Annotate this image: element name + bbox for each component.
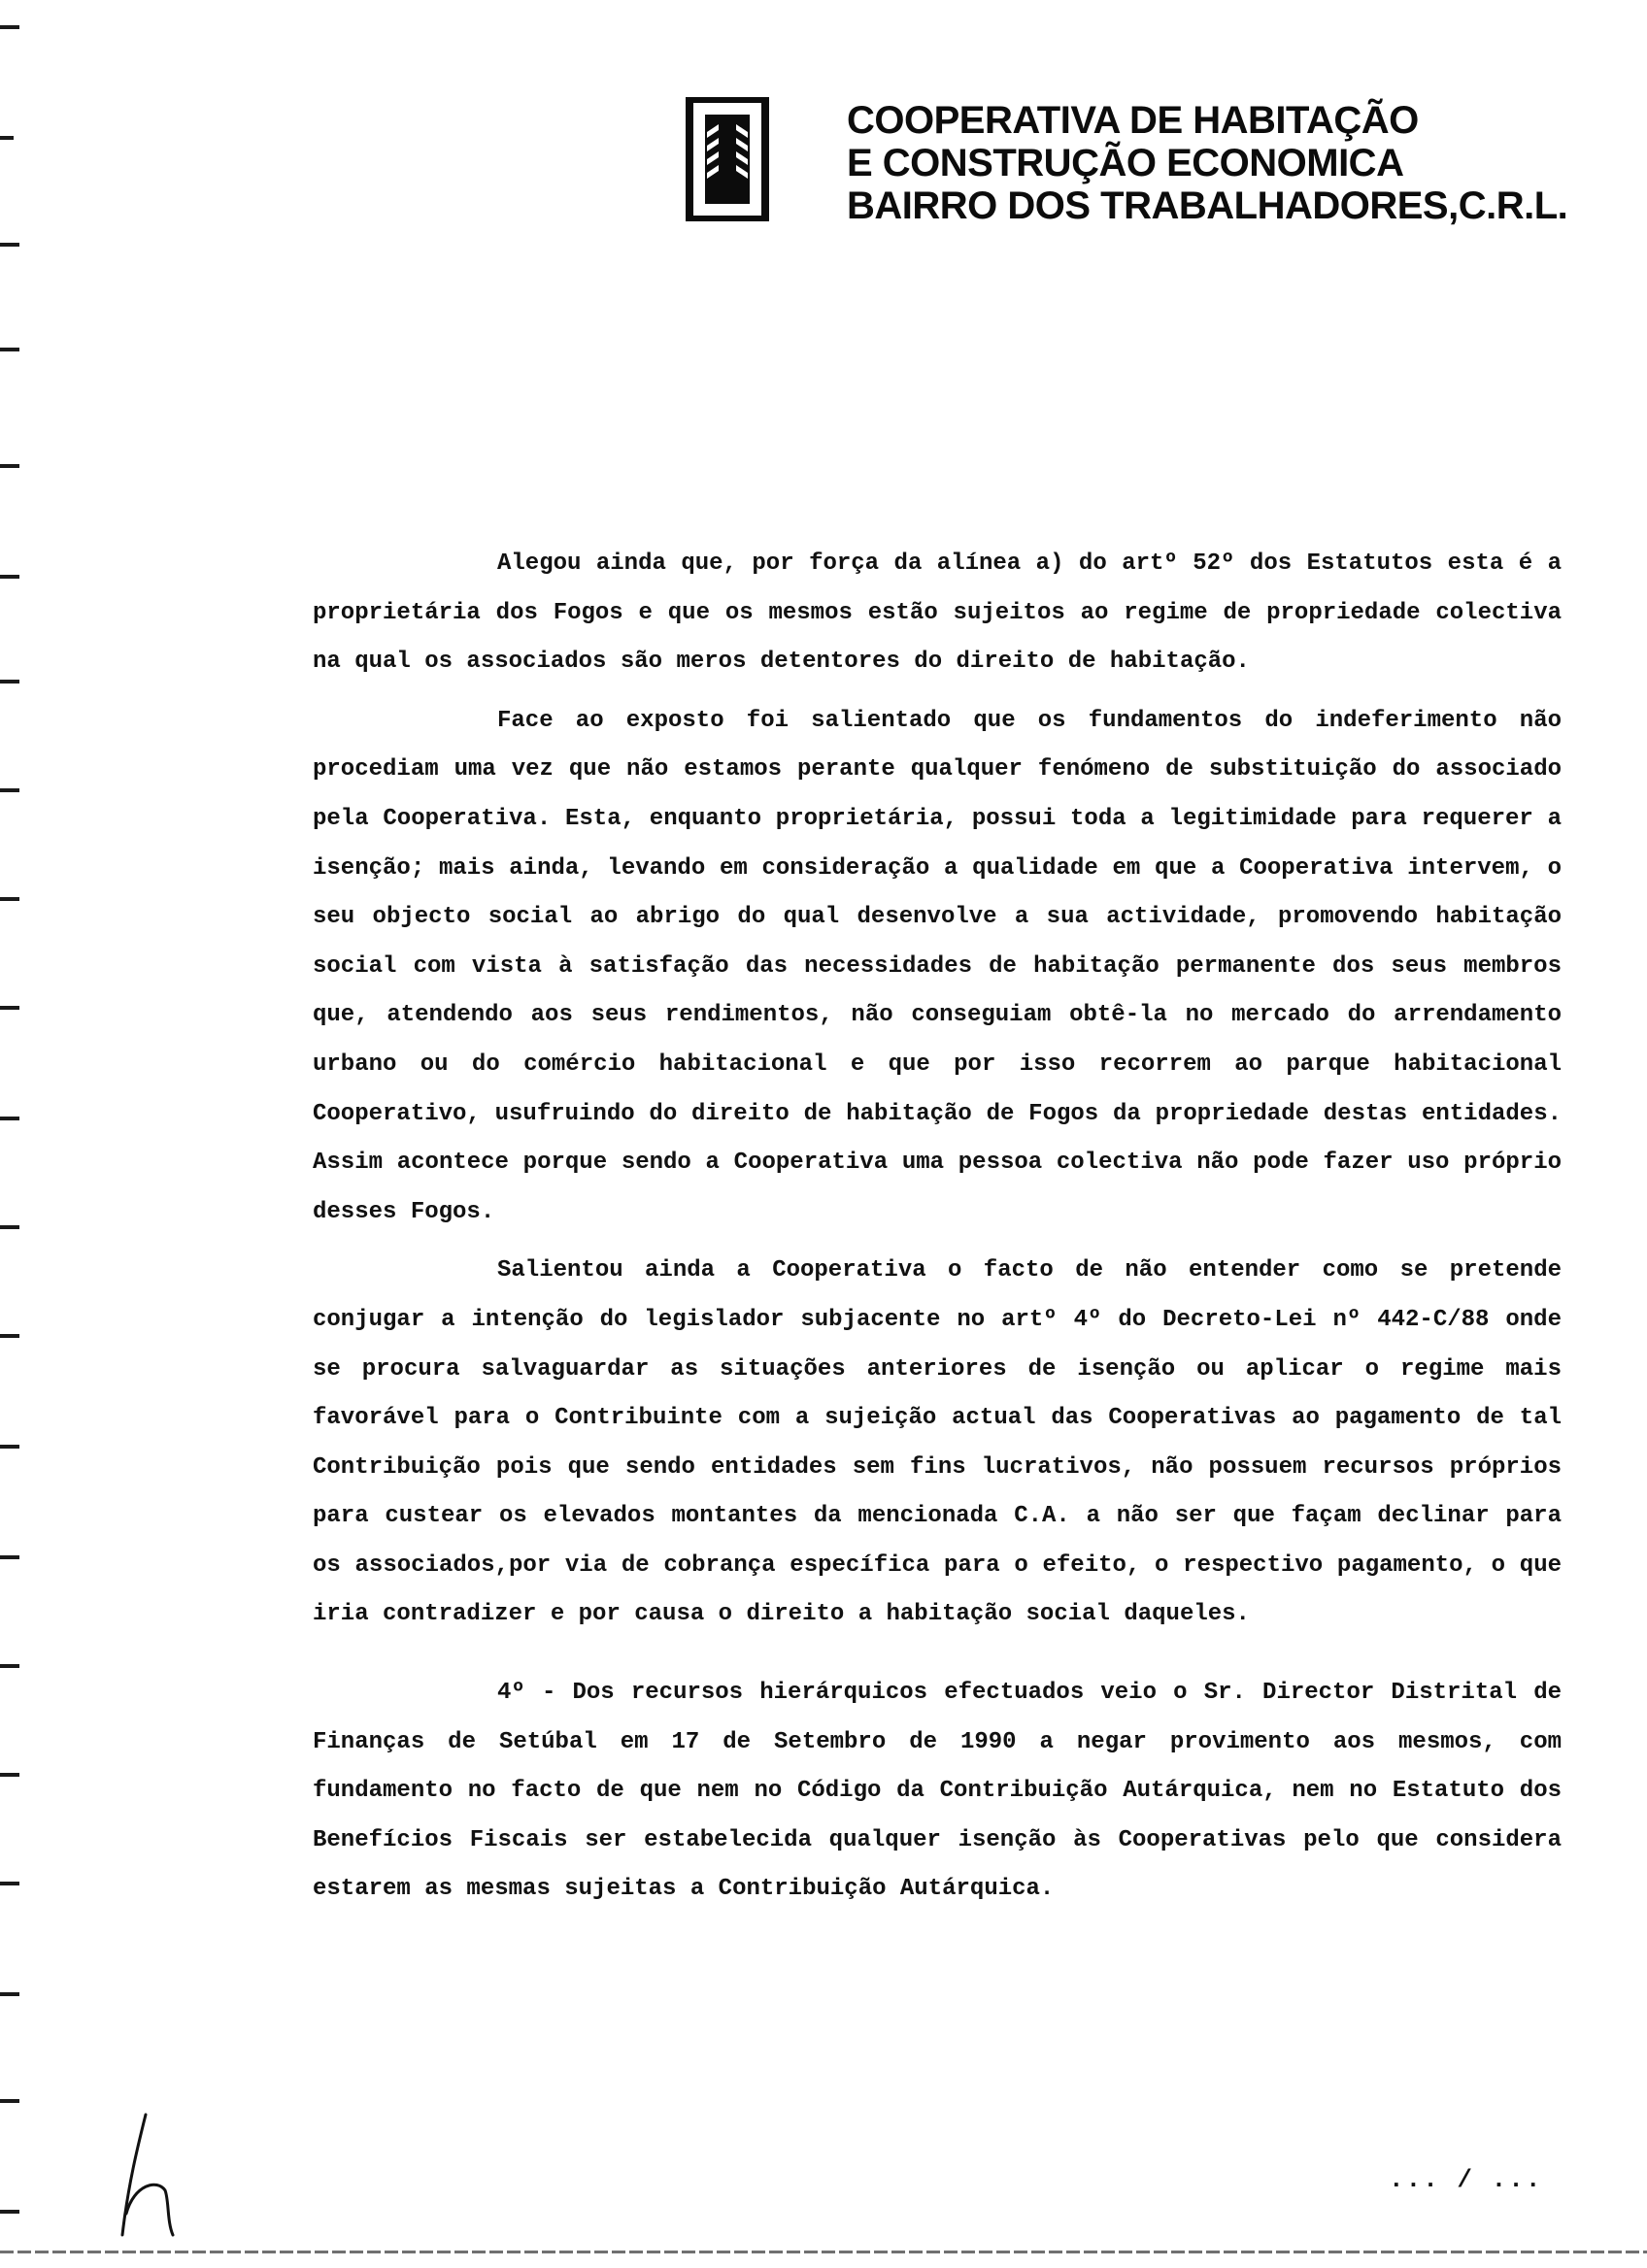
margin-tick <box>0 243 19 247</box>
margin-tick <box>0 1445 19 1449</box>
body-paragraph: Salientou ainda a Cooperativa o facto de não entender como se pretende conjugar a intenção do legislador subjacente no artº 4º do Decreto-Lei nº 442-C/88 onde se procura salvaguardar as situações anteriores de isenção ou aplicar o regime mais favorável para o Contribuinte com a sujeição actual das Cooperativas ao pagamento de tal Contribuição pois que sendo entidades sem fins lucrativos, não possuem recursos próprios para custear os elevados montantes da mencionada C.A. a não ser que façam declinar para os associados,por via de cobrança específica para o efeito, o respectivo pagamento, o que iria contradizer e por causa o direito a habitação social daqueles. <box>313 1257 1562 1628</box>
margin-tick <box>0 136 14 140</box>
margin-tick <box>0 788 19 792</box>
cooperative-logo-icon <box>686 97 769 221</box>
body-paragraph: Face ao exposto foi salientado que os fundamentos do indeferimento não procediam uma vez que não estamos perante qualquer fenómeno de substituição do associado pela Cooperativa. Esta, enquanto proprietária, possui toda a legitimidade para requerer a isenção; mais ainda, levando em consideração a qualidade em que a Cooperativa intervem, o seu objecto social ao abrigo do qual desenvolve a sua actividade, promovendo habitação social com vista à satisfação das necessidades de habitação permanente dos seus membros que, atendendo aos seus rendimentos, não conseguiam obtê-la no mercado do arrendamento urbano ou do comércio habitacional e que por isso recorrem ao parque habitacional Cooperativo, usufruindo do direito de habitação de Fogos da propriedade destas entidades. Assim acontece porque sendo a Cooperativa uma pessoa colectiva não pode fazer uso próprio desses Fogos. <box>313 707 1562 1225</box>
margin-tick <box>0 1334 19 1338</box>
margin-tick <box>0 897 19 901</box>
margin-tick <box>0 464 19 468</box>
continuation-marker: ... / ... <box>1389 2165 1543 2194</box>
organization-name <box>847 99 1567 227</box>
margin-tick <box>0 1773 19 1777</box>
letterhead <box>686 97 1568 233</box>
body-paragraph: 4º - Dos recursos hierárquicos efectuados veio o Sr. Director Distrital de Finanças de Setúbal em 17 de Setembro de 1990 a negar provimento aos mesmos, com fundamento no facto de que nem no Código da Contribuição Autárquica, nem no Estatuto dos Benefícios Fiscais ser estabelecida qualquer isenção às Cooperativas pelo que considera estarem as mesmas sujeitas a Contribuição Autárquica. <box>313 1680 1562 1903</box>
body-paragraph: Alegou ainda que, por força da alínea a) do artº 52º dos Estatutos esta é a proprietária dos Fogos e que os mesmos estão sujeitos ao regime de propriedade colectiva na qual os associados são meros detentores do direito de habitação. <box>313 550 1562 676</box>
margin-tick <box>0 575 19 579</box>
margin-tick <box>0 1225 19 1229</box>
margin-tick <box>0 25 19 29</box>
handwritten-page-number <box>89 2107 196 2243</box>
margin-tick <box>0 680 19 684</box>
margin-tick <box>0 2210 19 2214</box>
margin-tick <box>0 2099 19 2103</box>
scan-border <box>0 2251 1647 2253</box>
margin-tick <box>0 348 19 351</box>
organization-name-line: BAIRRO DOS TRABALHADORES,C.R.L. <box>847 184 1568 227</box>
margin-tick <box>0 1882 19 1885</box>
document-body <box>313 540 1562 1915</box>
organization-name-line: E CONSTRUÇÃO ECONOMICA <box>847 142 1404 184</box>
margin-tick <box>0 1664 19 1668</box>
margin-tick <box>0 1117 19 1120</box>
margin-tick <box>0 1992 19 1996</box>
margin-tick <box>0 1006 19 1010</box>
organization-name-line: COOPERATIVA DE HABITAÇÃO <box>847 99 1419 142</box>
margin-tick <box>0 1555 19 1559</box>
